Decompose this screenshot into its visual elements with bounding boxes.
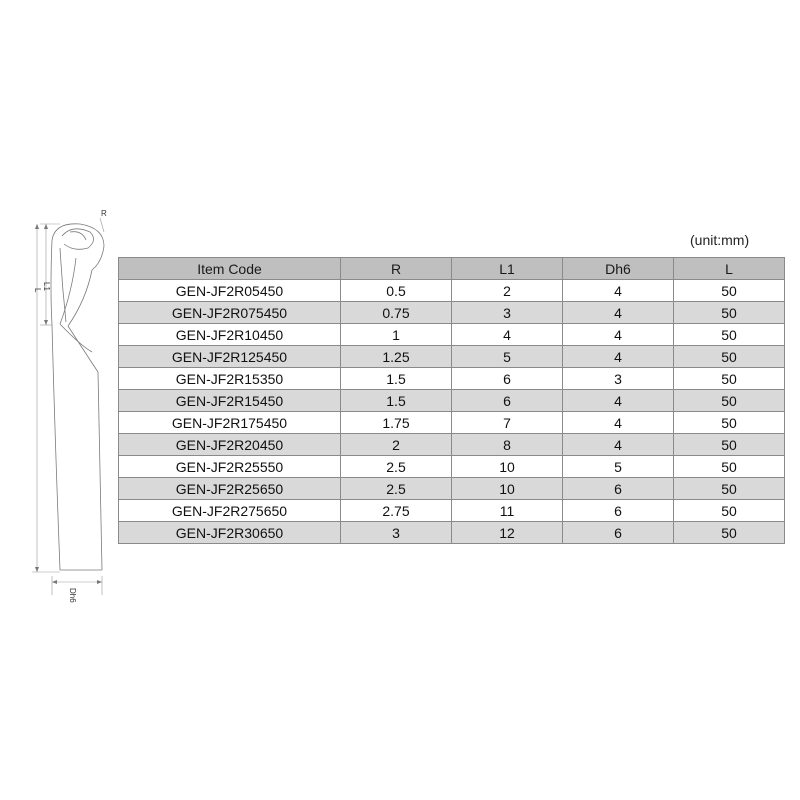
cell-r: 0.75: [341, 302, 452, 324]
header-l: L: [674, 258, 785, 280]
cell-l1: 6: [452, 390, 563, 412]
cell-dh6: 4: [563, 434, 674, 456]
cell-item-code: GEN-JF2R075450: [119, 302, 341, 324]
cell-item-code: GEN-JF2R15350: [119, 368, 341, 390]
cell-r: 2.75: [341, 500, 452, 522]
table-row: [119, 390, 785, 412]
table-row: [119, 280, 785, 302]
cell-l: 50: [674, 390, 785, 412]
overall-length-dimension-label: L: [33, 288, 42, 293]
cell-r: 1.25: [341, 346, 452, 368]
cell-l: 50: [674, 368, 785, 390]
cell-r: 2.5: [341, 456, 452, 478]
cell-l: 50: [674, 434, 785, 456]
table-row: [119, 500, 785, 522]
cell-l1: 10: [452, 456, 563, 478]
table-row: [119, 324, 785, 346]
flute-length-dimension-label: L1: [42, 282, 51, 291]
cell-r: 2.5: [341, 478, 452, 500]
table-header: [119, 258, 785, 280]
cell-l: 50: [674, 412, 785, 434]
cell-l: 50: [674, 324, 785, 346]
cell-item-code: GEN-JF2R05450: [119, 280, 341, 302]
cell-l1: 10: [452, 478, 563, 500]
table-row: [119, 522, 785, 544]
cell-l1: 5: [452, 346, 563, 368]
cell-r: 1: [341, 324, 452, 346]
header-dh6: Dh6: [563, 258, 674, 280]
header-row: [119, 258, 785, 280]
cell-l1: 2: [452, 280, 563, 302]
cell-dh6: 5: [563, 456, 674, 478]
table-row: [119, 478, 785, 500]
dimension-lines: [32, 218, 104, 595]
cell-l1: 12: [452, 522, 563, 544]
table-row: [119, 412, 785, 434]
cell-r: 1.5: [341, 368, 452, 390]
cell-r: 1.75: [341, 412, 452, 434]
table-row: [119, 456, 785, 478]
cell-l1: 3: [452, 302, 563, 324]
cell-r: 3: [341, 522, 452, 544]
cell-item-code: GEN-JF2R25550: [119, 456, 341, 478]
cell-item-code: GEN-JF2R175450: [119, 412, 341, 434]
cell-l: 50: [674, 456, 785, 478]
cell-r: 1.5: [341, 390, 452, 412]
header-r: R: [341, 258, 452, 280]
cell-dh6: 6: [563, 478, 674, 500]
cell-item-code: GEN-JF2R25650: [119, 478, 341, 500]
cell-item-code: GEN-JF2R15450: [119, 390, 341, 412]
cell-l1: 6: [452, 368, 563, 390]
tool-outline: [51, 224, 104, 570]
end-mill-drawing: [0, 0, 125, 620]
table-row: [119, 302, 785, 324]
cell-dh6: 4: [563, 302, 674, 324]
header-l1: L1: [452, 258, 563, 280]
cell-l1: 4: [452, 324, 563, 346]
cell-dh6: 4: [563, 324, 674, 346]
cell-l: 50: [674, 478, 785, 500]
cell-item-code: GEN-JF2R30650: [119, 522, 341, 544]
cell-l: 50: [674, 346, 785, 368]
cell-l: 50: [674, 280, 785, 302]
unit-label: (unit:mm): [690, 232, 750, 248]
cell-dh6: 6: [563, 522, 674, 544]
cell-dh6: 3: [563, 368, 674, 390]
specification-table: [118, 257, 785, 544]
dimension-arrows: [35, 224, 102, 584]
table-row: [119, 434, 785, 456]
cell-dh6: 4: [563, 280, 674, 302]
cell-item-code: GEN-JF2R125450: [119, 346, 341, 368]
cell-r: 0.5: [341, 280, 452, 302]
cell-dh6: 4: [563, 390, 674, 412]
shank-diameter-dimension-label: Dh6: [68, 588, 77, 603]
table-row: [119, 346, 785, 368]
cell-l1: 11: [452, 500, 563, 522]
radius-dimension-label: R: [101, 209, 107, 218]
cell-item-code: GEN-JF2R20450: [119, 434, 341, 456]
cell-dh6: 4: [563, 346, 674, 368]
cell-item-code: GEN-JF2R10450: [119, 324, 341, 346]
cell-item-code: GEN-JF2R275650: [119, 500, 341, 522]
cell-dh6: 4: [563, 412, 674, 434]
cell-dh6: 6: [563, 500, 674, 522]
table-body: [119, 280, 785, 544]
table-row: [119, 368, 785, 390]
cell-l: 50: [674, 522, 785, 544]
cell-r: 2: [341, 434, 452, 456]
cell-l: 50: [674, 500, 785, 522]
cell-l1: 7: [452, 412, 563, 434]
cell-l1: 8: [452, 434, 563, 456]
header-item-code: Item Code: [119, 258, 341, 280]
cell-l: 50: [674, 302, 785, 324]
